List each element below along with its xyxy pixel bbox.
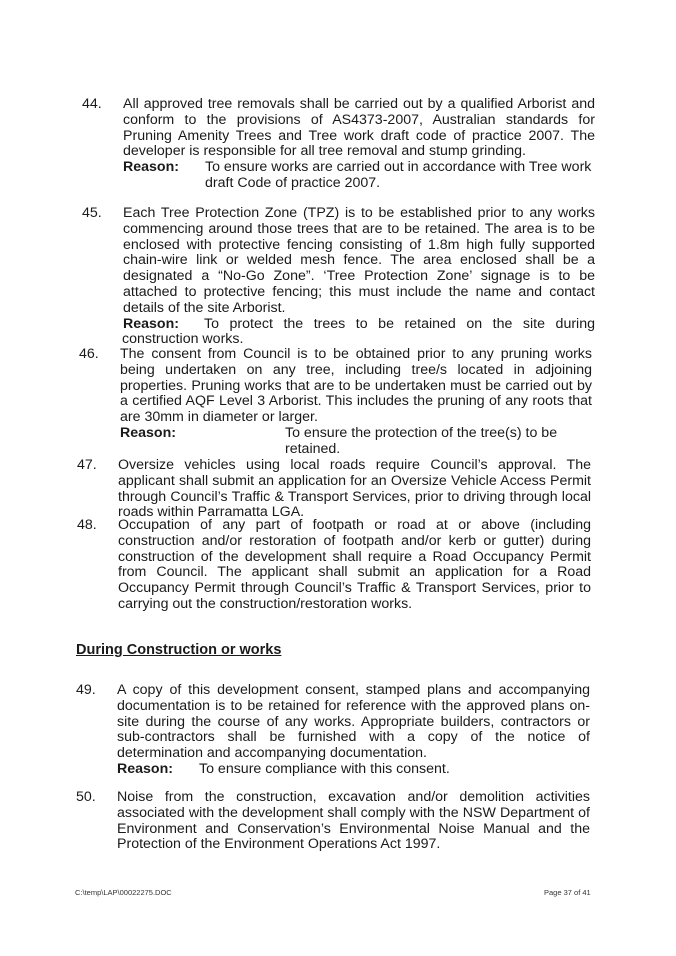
condition-48 bbox=[77, 518, 591, 613]
condition-number: 47. bbox=[77, 457, 97, 473]
condition-text: Occupation of any part of footpath or road at or above (including construction and/or restoration of footpath and/or kerb or gutter) during construction of the development shall require a Road Occupancy Permit from Council. The applicant shall submit an application for a Road Occupancy Permit through Council’s Traffic & Transport Services, prior to carrying out the construction/restoration works. bbox=[118, 517, 591, 612]
condition-49 bbox=[76, 683, 590, 778]
section-heading: During Construction or works bbox=[76, 642, 282, 658]
condition-45 bbox=[82, 206, 595, 348]
condition-text: The consent from Council is to be obtained prior to any pruning works being undertaken on any tree, including tree/s located in adjoining properties. Pruning works that are to be undertaken must be carried out by a certified AQF Level 3 Arborist. This includes the pruning of any roots that are 30mm in diameter or larger. bbox=[120, 346, 592, 426]
condition-number: 50. bbox=[76, 789, 96, 805]
reason-label: Reason: bbox=[120, 424, 176, 441]
reason-label: Reason: bbox=[123, 159, 179, 176]
reason-text: To ensure the protection of the tree(s) to be retained. bbox=[285, 424, 558, 457]
condition-reason bbox=[117, 762, 590, 778]
footer-page-number: Page 37 of 41 bbox=[544, 888, 591, 897]
condition-text: Noise from the construction, excavation and/or demolition activities associated with the development shall comply with the NSW Department of Environment and Conservation’s Environmental Noise Manual and the Protection of the Environment Operations Act 1997. bbox=[117, 789, 590, 853]
condition-50 bbox=[76, 790, 590, 853]
condition-text: A copy of this development consent, stamped plans and accompanying documentation is to be retained for reference with the approved plans on-site during the course of any works. Appropriate builders, contractors or sub-contractors shall be furnished with a copy of the notice of determination and accompanying documentation. bbox=[117, 682, 590, 762]
condition-reason bbox=[123, 160, 595, 192]
condition-text: Each Tree Protection Zone (TPZ) is to be established prior to any works commencing around those trees that are to be retained. The area is to be enclosed with protective fencing consisting of 1.8m high fully supported chain-wire link or welded mesh fence. The area enclosed shall be a designated a “No-Go Zone”. ‘Tree Protection Zone’ signage is to be attached to protective fencing; this must include the name and contact details of the site Arborist. bbox=[123, 205, 595, 316]
condition-number: 49. bbox=[76, 682, 96, 698]
condition-number: 44. bbox=[82, 96, 102, 112]
condition-47 bbox=[77, 458, 591, 521]
reason-text: To protect the trees to be retained on the site during construction works. bbox=[122, 315, 595, 348]
condition-text: All approved tree removals shall be carried out by a qualified Arborist and conform to the provisions of AS4373-2007, Australian standards for Pruning Amenity Trees and Tree work draft code of practice 2007. The developer is responsible for all tree removal and stump grinding. bbox=[123, 96, 595, 160]
condition-number: 46. bbox=[79, 346, 99, 362]
condition-46 bbox=[79, 347, 592, 458]
condition-number: 48. bbox=[77, 517, 97, 533]
condition-reason bbox=[120, 426, 592, 458]
condition-number: 45. bbox=[82, 205, 102, 221]
reason-text: To ensure compliance with this consent. bbox=[199, 760, 450, 777]
condition-44 bbox=[82, 97, 595, 192]
reason-label: Reason: bbox=[123, 315, 179, 332]
reason-text: To ensure works are carried out in accordance with Tree work draft Code of practice 2007. bbox=[205, 159, 592, 191]
condition-reason bbox=[123, 317, 595, 349]
footer-file-path: C:\temp\LAP\00022275.DOC bbox=[75, 888, 172, 897]
condition-text: Oversize vehicles using local roads require Council’s approval. The applicant shall submit an application for an Oversize Vehicle Access Permit through Council’s Traffic & Transport Services, prior to driving through local roads within Parramatta LGA. bbox=[118, 457, 591, 521]
reason-label: Reason: bbox=[117, 760, 173, 777]
